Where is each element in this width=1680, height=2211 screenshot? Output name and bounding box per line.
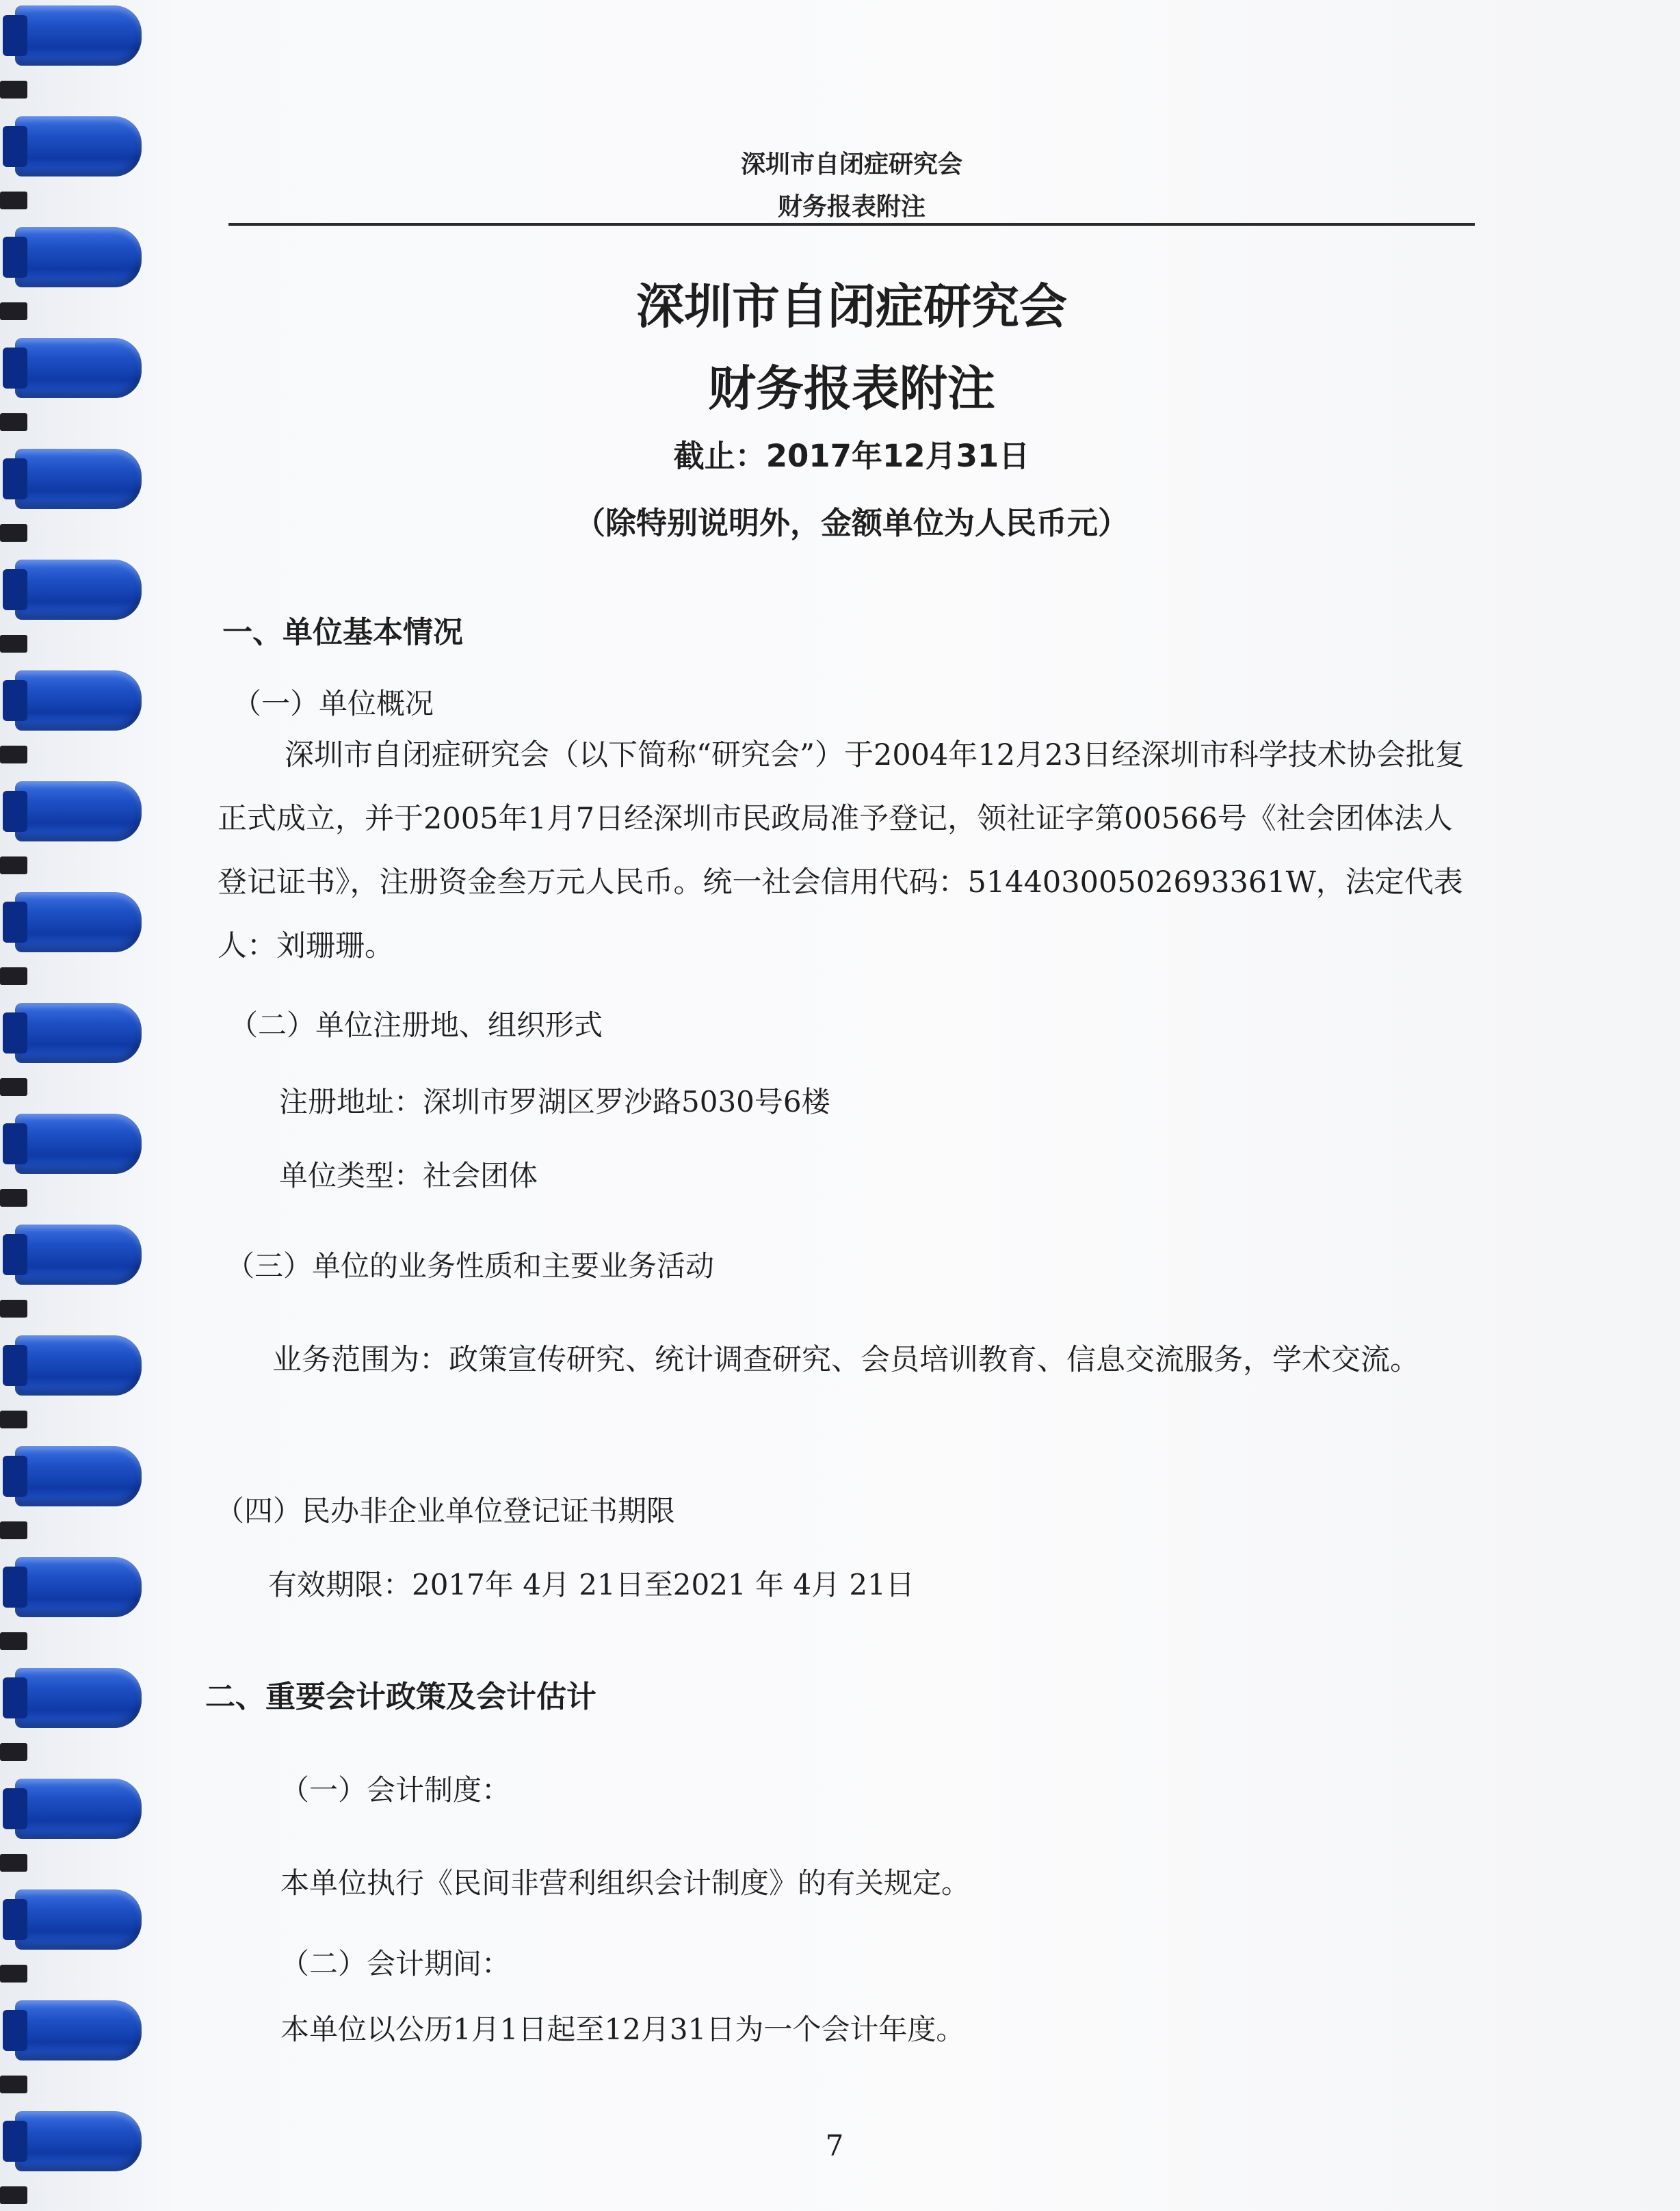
binding-ring bbox=[15, 2111, 142, 2171]
binding-ring bbox=[15, 1779, 142, 1839]
binding-hole bbox=[0, 1965, 27, 1983]
validity-period: 有效期限：2017年 4月 21日至2021 年 4月 21日 bbox=[268, 1568, 915, 1601]
binding-ring bbox=[15, 781, 142, 841]
binding-ring bbox=[15, 892, 142, 952]
running-header bbox=[226, 144, 1478, 228]
binding-ring bbox=[15, 1225, 142, 1285]
binding-ring bbox=[15, 5, 142, 66]
binding-hole bbox=[0, 524, 27, 542]
unit-note: （除特别说明外，金额单位为人民币元） bbox=[574, 505, 1129, 541]
binding-hole bbox=[0, 1078, 27, 1096]
binding-ring bbox=[15, 1889, 142, 1950]
binding-hole bbox=[0, 746, 27, 763]
section-1-1-heading: （一）单位概况 bbox=[233, 687, 434, 720]
binding-hole bbox=[0, 635, 27, 653]
section-2-1-heading: （一）会计制度： bbox=[280, 1773, 511, 1807]
binding-hole bbox=[0, 1521, 27, 1539]
binding-ring bbox=[15, 1114, 142, 1174]
section-1-1-paragraph: 深圳市自闭症研究会（以下简称“研究会”）于2004年12月23日经深圳市科学技术协会批复正式成立，并于2005年1月7日经深圳市民政局准予登记，领社证字第00566号《社会团体法人登记证书》，注册资金叁万元人民币。统一社会信用代码：51440300502693361W，法定代表人：刘珊珊。 bbox=[218, 738, 1465, 963]
binding-hole bbox=[0, 1743, 27, 1761]
binding-ring bbox=[15, 560, 142, 620]
binding-ring bbox=[15, 227, 142, 287]
registered-address: 注册地址：深圳市罗湖区罗沙路5030号6楼 bbox=[279, 1085, 830, 1118]
binding-ring bbox=[15, 1335, 142, 1396]
binding-ring bbox=[15, 1003, 142, 1063]
spiral-binding bbox=[0, 0, 157, 2211]
page-number: 7 bbox=[825, 2129, 844, 2162]
binding-ring bbox=[15, 449, 142, 509]
section-2-heading: 二、重要会计政策及会计估计 bbox=[205, 1679, 596, 1714]
binding-hole bbox=[0, 1632, 27, 1650]
organization-type: 单位类型：社会团体 bbox=[279, 1159, 538, 1192]
binding-hole bbox=[0, 1300, 27, 1318]
doc-subtitle: 财务报表附注 bbox=[708, 361, 995, 417]
binding-hole bbox=[0, 856, 27, 874]
section-1-2-heading: （二）单位注册地、组织形式 bbox=[229, 1008, 603, 1042]
binding-ring bbox=[15, 338, 142, 398]
report-date: 截止：2017年12月31日 bbox=[673, 438, 1030, 474]
binding-hole bbox=[0, 302, 27, 320]
accounting-system-text: 本单位执行《民间非营利组织会计制度》的有关规定。 bbox=[280, 1866, 971, 1900]
binding-ring bbox=[15, 116, 142, 176]
binding-hole bbox=[0, 1411, 27, 1428]
header-doc-name: 财务报表附注 bbox=[777, 193, 926, 221]
binding-ring bbox=[15, 670, 142, 731]
section-1-3-paragraph: 业务范围为：政策宣传研究、统计调查研究、会员培训教育、信息交流服务，学术交流。 bbox=[272, 1343, 1419, 1377]
binding-ring bbox=[15, 1446, 142, 1506]
binding-hole bbox=[0, 81, 27, 99]
section-1-3-heading: （三）单位的业务性质和主要业务活动 bbox=[226, 1249, 715, 1283]
binding-hole bbox=[0, 2186, 27, 2204]
section-2-2-heading: （二）会计期间： bbox=[280, 1947, 511, 1980]
binding-hole bbox=[0, 1854, 27, 1872]
binding-hole bbox=[0, 1189, 27, 1207]
accounting-period-text: 本单位以公历1月1日起至12月31日为一个会计年度。 bbox=[280, 2013, 965, 2046]
binding-hole bbox=[0, 413, 27, 431]
binding-hole bbox=[0, 2076, 27, 2093]
section-1-4-heading: （四）民办非企业单位登记证书期限 bbox=[215, 1494, 676, 1528]
binding-hole bbox=[0, 192, 27, 209]
binding-ring bbox=[15, 1668, 142, 1728]
header-divider bbox=[228, 223, 1475, 226]
binding-hole bbox=[0, 967, 27, 985]
binding-ring bbox=[15, 1557, 142, 1617]
header-org-name: 深圳市自闭症研究会 bbox=[740, 151, 962, 179]
binding-ring bbox=[15, 2000, 142, 2060]
doc-title: 深圳市自闭症研究会 bbox=[636, 278, 1067, 335]
section-1-heading: 一、单位基本情况 bbox=[222, 615, 463, 650]
